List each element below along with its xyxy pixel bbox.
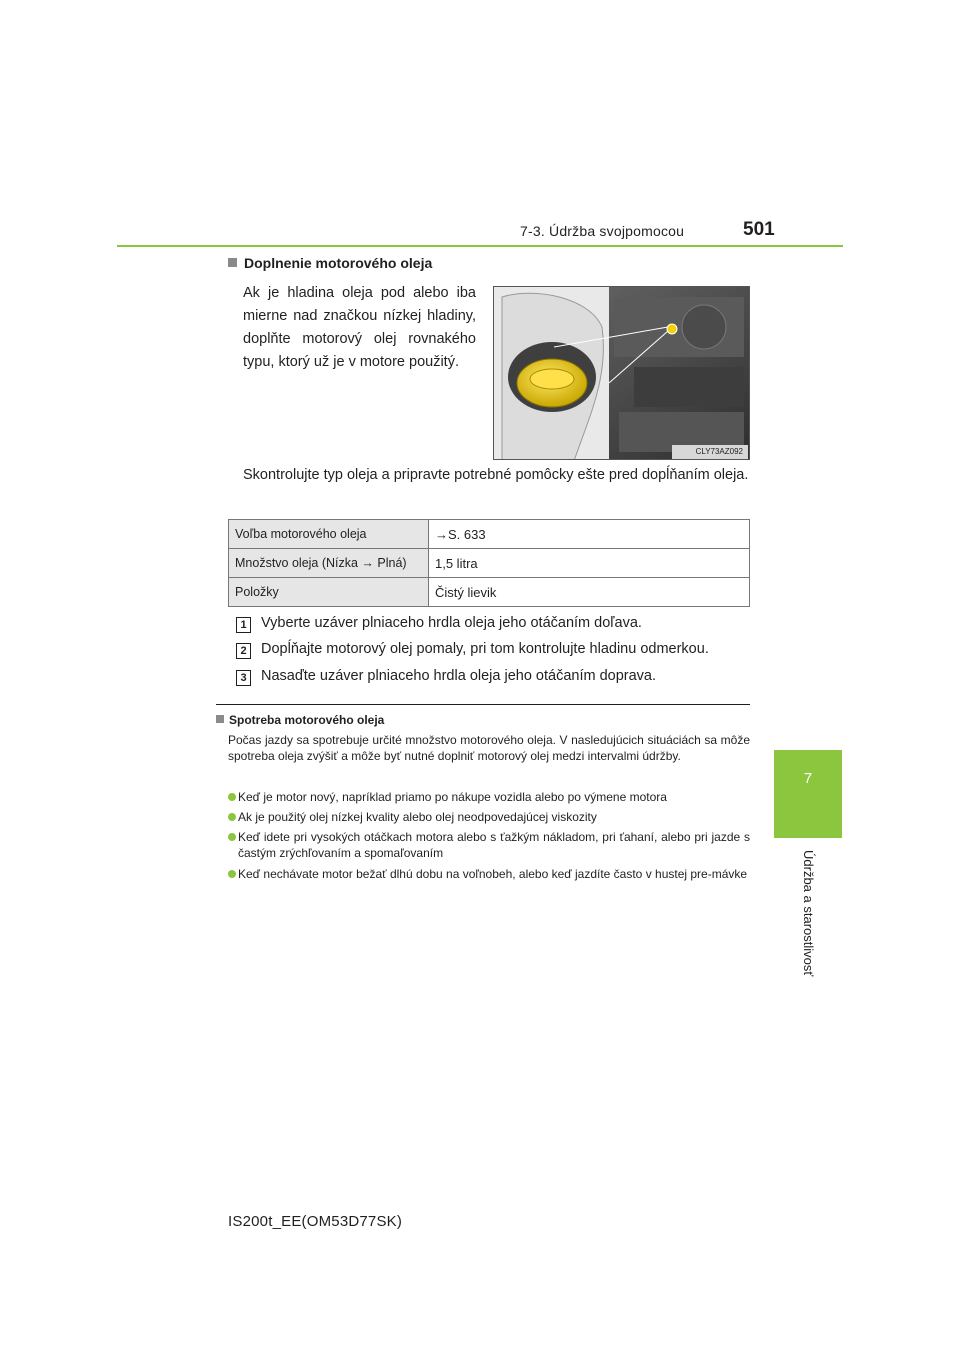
section-title: 7-3. Údržba svojpomocou — [520, 223, 685, 239]
note-heading-text: Spotreba motorového oleja — [229, 713, 385, 727]
footer-model-code: IS200t_EE(OM53D77SK) — [228, 1213, 403, 1230]
page-number: 501 — [743, 219, 775, 240]
table-row — [229, 549, 750, 578]
table-cell-label: Voľba motorového oleja — [229, 520, 429, 549]
step-number: 2 — [236, 643, 251, 659]
step-text: Vyberte uzáver plniaceho hrdla oleja jeho otáčaním doľava. — [261, 615, 642, 631]
step-item — [236, 617, 756, 639]
bullet-dot-icon — [228, 833, 236, 841]
list-item-text: Keď je motor nový, napríklad priamo po nákupe vozidla alebo po výmene motora — [238, 790, 667, 804]
step-number: 1 — [236, 617, 251, 633]
bullet-dot-icon — [228, 813, 236, 821]
chapter-title — [800, 850, 818, 977]
chapter-number: 7 — [803, 770, 813, 787]
square-bullet-icon — [228, 258, 237, 267]
table-row — [229, 520, 750, 549]
table-row — [229, 578, 750, 607]
intro-paragraph: Ak je hladina oleja pod alebo iba mierne nad značkou nízkej hladiny, doplňte motorový olej rovnakého typu, ktorý už je v motore použitý. — [243, 285, 476, 370]
note-paragraph: Počas jazdy sa spotrebuje určité množstvo motorového oleja. V nasledujúcich situáciách sa môže spotreba oleja zvýšiť a môže byť nutné doplniť motorový olej medzi intervalmi údržby. — [228, 733, 750, 763]
section-heading-text: Doplnenie motorového oleja — [244, 255, 433, 271]
bullet-dot-icon — [228, 870, 236, 878]
figure-code: CLY73AZ092 — [695, 447, 743, 456]
step-number: 3 — [236, 670, 251, 686]
table-cell-value: 1,5 litra — [429, 549, 750, 578]
note-heading — [216, 713, 384, 727]
step-text: Nasaďte uzáver plniaceho hrdla oleja jeho otáčaním doprava. — [261, 668, 657, 684]
bullet-dot-icon — [228, 793, 236, 801]
list-item — [228, 866, 750, 882]
table-cell-value: Čistý lievik — [429, 578, 750, 607]
table-cell-value: →S. 633 — [429, 520, 750, 549]
list-item — [228, 829, 750, 861]
chapter-tab — [774, 750, 842, 838]
square-bullet-icon — [216, 715, 224, 723]
list-item — [228, 789, 750, 805]
step-item — [236, 643, 756, 665]
table-cell-label: Položky — [229, 578, 429, 607]
engine-bay-illustration — [494, 287, 750, 460]
header-rule — [117, 245, 843, 247]
step-text: Dopĺňajte motorový olej pomaly, pri tom kontrolujte hladinu odmerkou. — [261, 641, 709, 657]
list-item-text: Ak je použitý olej nízkej kvality alebo olej neodpovedajúcej viskozity — [238, 810, 597, 824]
check-paragraph: Skontrolujte typ oleja a pripravte potrebné pomôcky ešte pred dopĺňaním oleja. — [243, 467, 749, 483]
list-item — [228, 809, 750, 825]
step-item — [236, 670, 756, 692]
chapter-title-text: Údržba a starostlivosť — [801, 850, 816, 977]
section-heading — [228, 255, 432, 271]
list-item-text: Keď idete pri vysokých otáčkach motora alebo s ťažkým nákladom, pri ťahaní, alebo pri jazde s častým zrýchľovaním a spomaľovaním — [238, 830, 750, 860]
oil-spec-table — [228, 519, 750, 607]
engine-oil-cap-figure — [493, 286, 750, 460]
note-divider — [216, 704, 750, 705]
list-item-text: Keď nechávate motor bežať dlhú dobu na voľnobeh, alebo keď jazdíte často v hustej pre-mávke — [238, 867, 748, 881]
table-cell-label: Množstvo oleja (Nízka → Plná) — [229, 549, 429, 578]
